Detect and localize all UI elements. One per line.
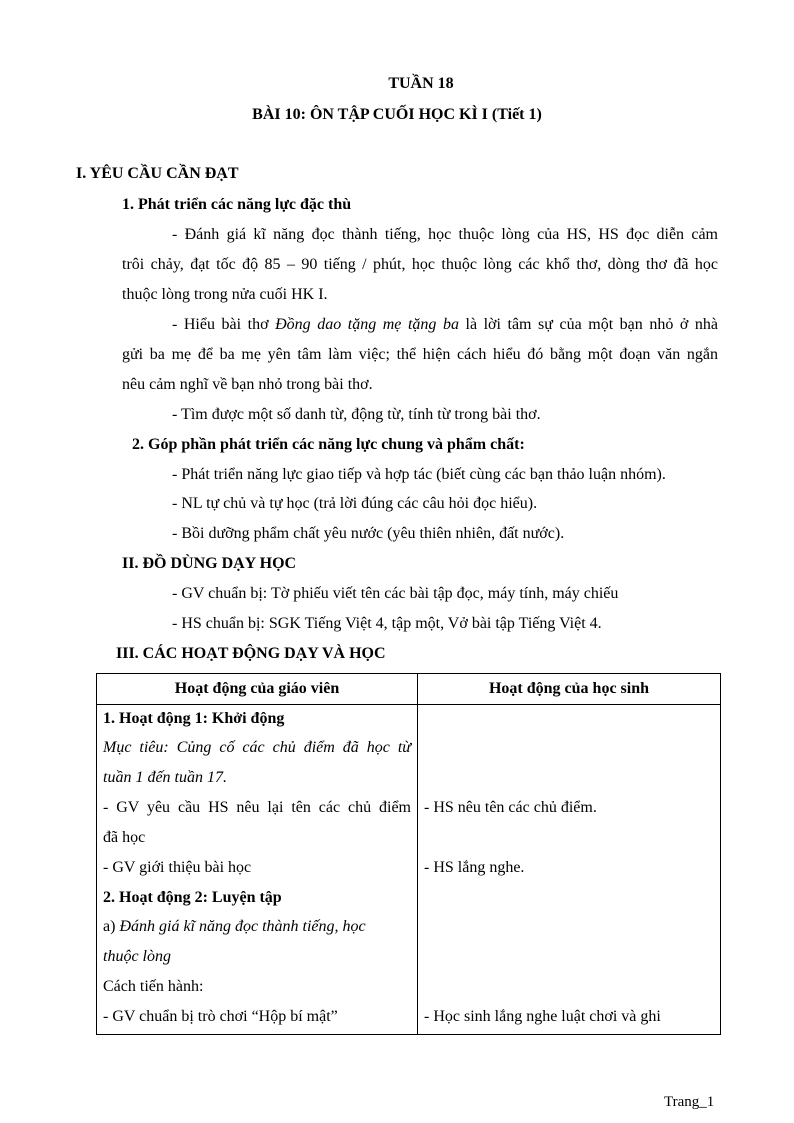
method-label: Cách tiến hành: <box>103 978 204 995</box>
activity-2a-title: Đánh giá kĩ năng đọc thành tiếng, học <box>119 918 366 935</box>
student-step-1: - HS nêu tên các chủ điểm. <box>424 799 597 816</box>
subsection-1-heading: 1. Phát triển các năng lực đặc thù <box>122 196 352 213</box>
poem-title: Đồng dao tặng mẹ tặng ba <box>275 316 459 333</box>
activities-table <box>96 673 721 1035</box>
teacher-activities-cell <box>97 705 418 1035</box>
activity-1-heading: 1. Hoạt động 1: Khởi động <box>103 710 285 727</box>
competency-item: - Phát triển năng lực giao tiếp và hợp tác (biết cùng các bạn thảo luận nhóm). <box>172 466 666 483</box>
student-step-3: - Học sinh lắng nghe luật chơi và ghi <box>424 1008 661 1025</box>
week-title: TUẦN 18 <box>388 75 454 92</box>
table-row <box>97 705 721 1035</box>
activity-1-goal-line-2: tuần 1 đến tuần 17. <box>103 769 227 786</box>
paragraph-1-line-3: thuộc lòng trong nửa cuối HK I. <box>122 286 328 303</box>
student-activities-cell <box>418 705 721 1035</box>
student-step-2: - HS lắng nghe. <box>424 859 525 876</box>
paragraph-2-prefix: - Hiểu bài thơ <box>172 316 276 333</box>
subsection-2-heading: 2. Góp phần phát triển các năng lực chung và phẩm chất: <box>132 436 525 453</box>
lesson-title: BÀI 10: ÔN TẬP CUỐI HỌC KÌ I (Tiết 1) <box>252 106 542 123</box>
teacher-step-1-line-2: đã học <box>103 829 146 846</box>
activity-2a-prefix: a) <box>103 918 120 935</box>
teacher-column-header: Hoạt động của giáo viên <box>97 674 418 705</box>
materials-item: - HS chuẩn bị: SGK Tiếng Việt 4, tập một, Vở bài tập Tiếng Việt 4. <box>172 615 602 632</box>
paragraph-2-line-1 <box>172 316 718 334</box>
table-header-row <box>97 674 721 705</box>
paragraph-3: - Tìm được một số danh từ, động từ, tính từ trong bài thơ. <box>172 406 541 423</box>
paragraph-1-line-1: - Đánh giá kĩ năng đọc thành tiếng, học thuộc lòng của HS, HS đọc diễn cảm <box>172 226 718 243</box>
activity-2-heading: 2. Hoạt động 2: Luyện tập <box>103 889 282 906</box>
section-1-heading: I. YÊU CẦU CẦN ĐẠT <box>76 165 239 182</box>
page-number: Trang_1 <box>664 1094 715 1110</box>
competency-item: - Bồi dưỡng phẩm chất yêu nước (yêu thiên nhiên, đất nước). <box>172 525 565 542</box>
paragraph-2-line-2: gửi ba mẹ để ba mẹ yên tâm làm việc; thể hiện cách hiểu đó bằng một đoạn văn ngắn <box>122 346 718 363</box>
teacher-step-2: - GV giới thiệu bài học <box>103 859 252 876</box>
activity-2a-line-2: thuộc lòng <box>103 948 171 965</box>
teacher-step-3: - GV chuẩn bị trò chơi “Hộp bí mật” <box>103 1008 338 1025</box>
student-column-header: Hoạt động của học sinh <box>418 674 721 705</box>
activity-1-goal-line-1: Mục tiêu: Củng cố các chủ điểm đã học từ <box>103 739 411 756</box>
teacher-step-1-line-1: - GV yêu cầu HS nêu lại tên các chủ điểm <box>103 799 411 816</box>
activity-2a-line-1 <box>103 918 366 936</box>
paragraph-2-line-3: nêu cảm nghĩ về bạn nhỏ trong bài thơ. <box>122 376 373 393</box>
materials-item: - GV chuẩn bị: Tờ phiếu viết tên các bài tập đọc, máy tính, máy chiếu <box>172 585 619 602</box>
section-2-heading: II. ĐỒ DÙNG DẠY HỌC <box>122 555 297 572</box>
paragraph-1-line-2: trôi chảy, đạt tốc độ 85 – 90 tiếng / phút, học thuộc lòng các khổ thơ, dòng thơ đã học <box>122 256 718 273</box>
competency-item: - NL tự chủ và tự học (trả lời đúng các câu hỏi đọc hiểu). <box>172 495 538 512</box>
paragraph-2-suffix: là lời tâm sự của một bạn nhỏ ở nhà <box>458 316 719 333</box>
section-3-heading: III. CÁC HOẠT ĐỘNG DẠY VÀ HỌC <box>116 645 386 662</box>
